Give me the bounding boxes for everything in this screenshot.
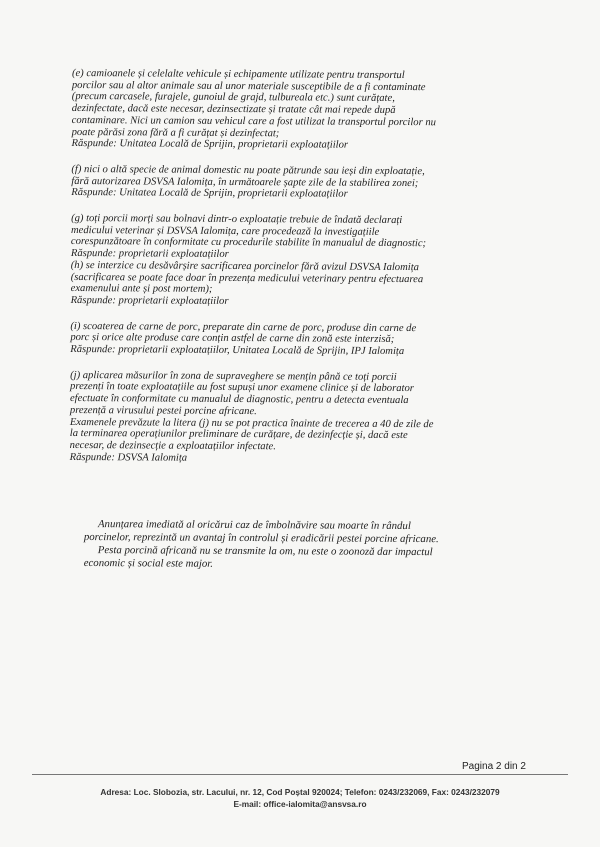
paragraph-g (71, 213, 531, 263)
paragraph-j (70, 370, 531, 466)
text-line: (h) se interzice cu desăvârșire sacrificarea porcinelor fără avizul DSVSA Ialomița (70, 259, 419, 273)
responsible-line: Răspunde: Unitatea Locală de Sprijin, proprietarii exploatațiilor (71, 138, 349, 151)
paragraph-i (70, 321, 530, 359)
footer-divider (32, 774, 568, 775)
text-line: la terminarea operațiunilor preliminare de curățare, de dezinfecție și, dacă este (69, 428, 408, 442)
responsible-line: Răspunde: proprietarii exploatațiilor (70, 294, 229, 307)
text-line: examenului ante și post mortem); (70, 283, 213, 296)
text-line: (sacrificarea se poate face doar în prezența medicului veterinary pentru efectuarea (70, 271, 424, 285)
text-line: corespunzătoare în conformitate cu procedurile stabilite în manualul de diagnostic; (70, 236, 427, 250)
text-line: Examenele prevăzute la litera (j) nu se pot practica înainte de trecerea a 40 de zile de (69, 416, 434, 430)
page-number: Pagina 2 din 2 (462, 761, 526, 772)
text-line: (f) nici o altă specie de animal domestic nu poate pătrunde sau ieși din exploatație, (71, 163, 425, 178)
text-line: porcilor sau al altor animale sau al unor materiale susceptibile de a fi contaminate (71, 79, 426, 93)
footer (32, 786, 568, 810)
text-line: (i) scoaterea de carne de porc, preparate din carne de porc, produse din carne de (70, 320, 417, 334)
paragraph-f (71, 164, 531, 202)
text-line: (precum carcasele, furajele, gunoiul de grajd, tulbureala etc.) sunt curățate, (71, 91, 395, 105)
text-line: economic și social este major. (83, 556, 214, 570)
text-line: prezență a virusului pestei porcine africane. (69, 404, 257, 418)
text-line: dezinfectate, dacă este necesar, dezinsectizate și tratate cât mai repede după (71, 103, 396, 117)
closing-notice (84, 518, 504, 573)
text-line: necesar, de dezinsecție a exploatațiilor infectate. (69, 439, 276, 453)
text-line: Pesta porcină africană nu se transmite la om, nu este o zoonoză dar impactul (97, 544, 433, 559)
text-line: contaminare. Nici un camion sau vehicul care a fost utilizat la transportul porcilor nu (71, 114, 437, 129)
text-line: Anunțarea imediată al oricărui caz de îmbolnăvire sau moarte în rândul (97, 518, 411, 532)
paragraph-h (71, 260, 531, 310)
document-body (70, 68, 532, 466)
text-line: porc și orice alte produse care conțin astfel de carne din zonă este interzisă; (70, 332, 395, 346)
footer-email: E-mail: office-ialomita@ansvsa.ro (233, 799, 367, 809)
text-line: efectuate în conformitate cu manualul de diagnostic, pentru a detecta eventuala (69, 393, 409, 407)
paragraph-e (71, 68, 531, 153)
responsible-line: Răspunde: Unitatea Locală de Sprijin, proprietarii exploatațiilor (71, 187, 348, 201)
text-line: poate părăsi zona fără a fi curățat și dezinfectat; (71, 126, 280, 139)
text-line: (e) camioanele și celelalte vehicule și echipamente utilizate pentru transportul (71, 68, 405, 82)
responsible-line: Răspunde: proprietarii exploatațiilor (70, 248, 229, 261)
text-line: porcinelor, reprezintă un avantaj în controlul și eradicării pestei porcine africane. (83, 530, 439, 546)
responsible-line: Răspunde: DSVSA Ialomița (69, 451, 188, 464)
text-line: fără autorizarea DSVSA Ialomița, în următoarele șapte zile de la stabilirea zonei; (71, 175, 419, 189)
text-line: medicului veterinar și DSVSA Ialomița, care procedează la investigațiile (70, 224, 380, 238)
text-line: (g) toți porcii morți sau bolnavi dintr-o exploatație trebuie de îndată declarați (71, 213, 403, 227)
responsible-line: Răspunde: proprietarii exploatațiilor, Unitatea Locală de Sprijin, IPJ Ialomița (70, 344, 405, 358)
footer-address: Adresa: Loc. Slobozia, str. Lacului, nr. 12, Cod Poștal 920024; Telefon: 0243/232069, Fax: 0243/232079 (100, 787, 500, 797)
text-line: (j) aplicarea măsurilor în zona de supraveghere se mențin până ce toți porcii (70, 369, 397, 383)
text-line: prezenți în toate exploatațiile au fost supuși unor examene clinice și de laborator (70, 381, 414, 395)
